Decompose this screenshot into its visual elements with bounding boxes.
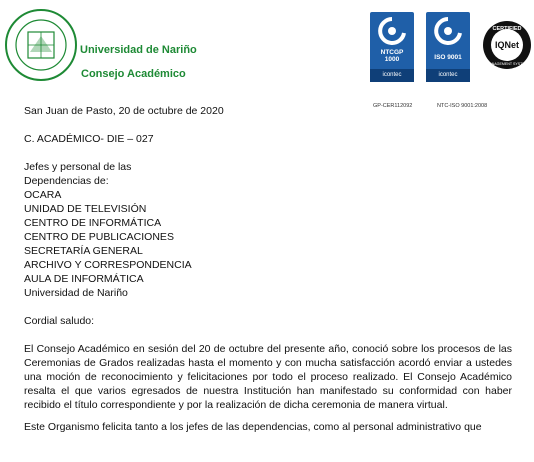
icontec-mark-icon xyxy=(432,16,464,46)
recipient-line: OCARA xyxy=(24,189,62,201)
certificate-code: GP-CER112092 xyxy=(373,103,413,109)
place-date: San Juan de Pasto, 20 de octubre de 2020 xyxy=(24,105,224,117)
icontec-mark-icon xyxy=(376,16,408,46)
iso-certificate-logo xyxy=(426,12,470,82)
reference-number: C. ACADÉMICO- DIE – 027 xyxy=(24,133,154,145)
council-name: Consejo Académico xyxy=(81,68,186,80)
greeting: Cordial saludo: xyxy=(24,315,95,327)
iqnet-bottom-text: MANAGEMENT SYSTEM xyxy=(486,62,528,66)
ntcgp-number: 1000 xyxy=(384,56,400,63)
recipient-line: CENTRO DE PUBLICACIONES xyxy=(24,231,174,243)
icontec-band: icontec xyxy=(426,69,470,82)
ntcgp-label: NTCGP xyxy=(380,49,404,56)
iqnet-name: IQNet xyxy=(494,40,520,50)
body-paragraph: El Consejo Académico en sesión del 20 de octubre del presente año, conoció sobre los procesos de las Ceremonias de Grados realizadas hasta el momento y con mucha satisfacción acordó enviar a ustedes una moción de reconocimiento y felicitaciones por todo el proceso realizado. El Consejo Académico resalta el que varios egresados de nuestra Institución han manifestado su conformidad con haber recibido el título correspondiente y por la realización de dicha ceremonia de manera virtual. xyxy=(24,343,512,411)
recipient-line: SECRETARÍA GENERAL xyxy=(24,245,143,257)
recipient-line: Universidad de Nariño xyxy=(24,287,128,299)
icontec-band: icontec xyxy=(370,69,414,82)
iqnet-certified-logo xyxy=(482,20,532,70)
letter-body xyxy=(24,104,512,434)
letterhead xyxy=(0,0,534,109)
recipient-line: Dependencias de: xyxy=(24,175,109,187)
body-paragraph: Este Organismo felicita tanto a los jefes de las dependencias, como al personal administrativo que xyxy=(24,421,482,433)
recipient-block xyxy=(24,160,512,300)
recipient-line: ARCHIVO Y CORRESPONDENCIA xyxy=(24,259,192,271)
recipient-line: CENTRO DE INFORMÁTICA xyxy=(24,217,162,229)
recipient-line: UNIDAD DE TELEVISIÓN xyxy=(24,203,147,215)
standard-code: NTC-ISO 9001:2008 xyxy=(437,103,488,109)
recipient-line: AULA DE INFORMÁTICA xyxy=(24,273,144,285)
university-name: Universidad de Nariño xyxy=(80,44,197,56)
university-seal-icon xyxy=(4,8,78,82)
ntcgp-certificate-logo xyxy=(370,12,414,82)
recipient-line: Jefes y personal de las xyxy=(24,161,132,173)
iso-label: ISO 9001 xyxy=(434,54,462,61)
iqnet-top-text: CERTIFIED xyxy=(492,26,522,32)
